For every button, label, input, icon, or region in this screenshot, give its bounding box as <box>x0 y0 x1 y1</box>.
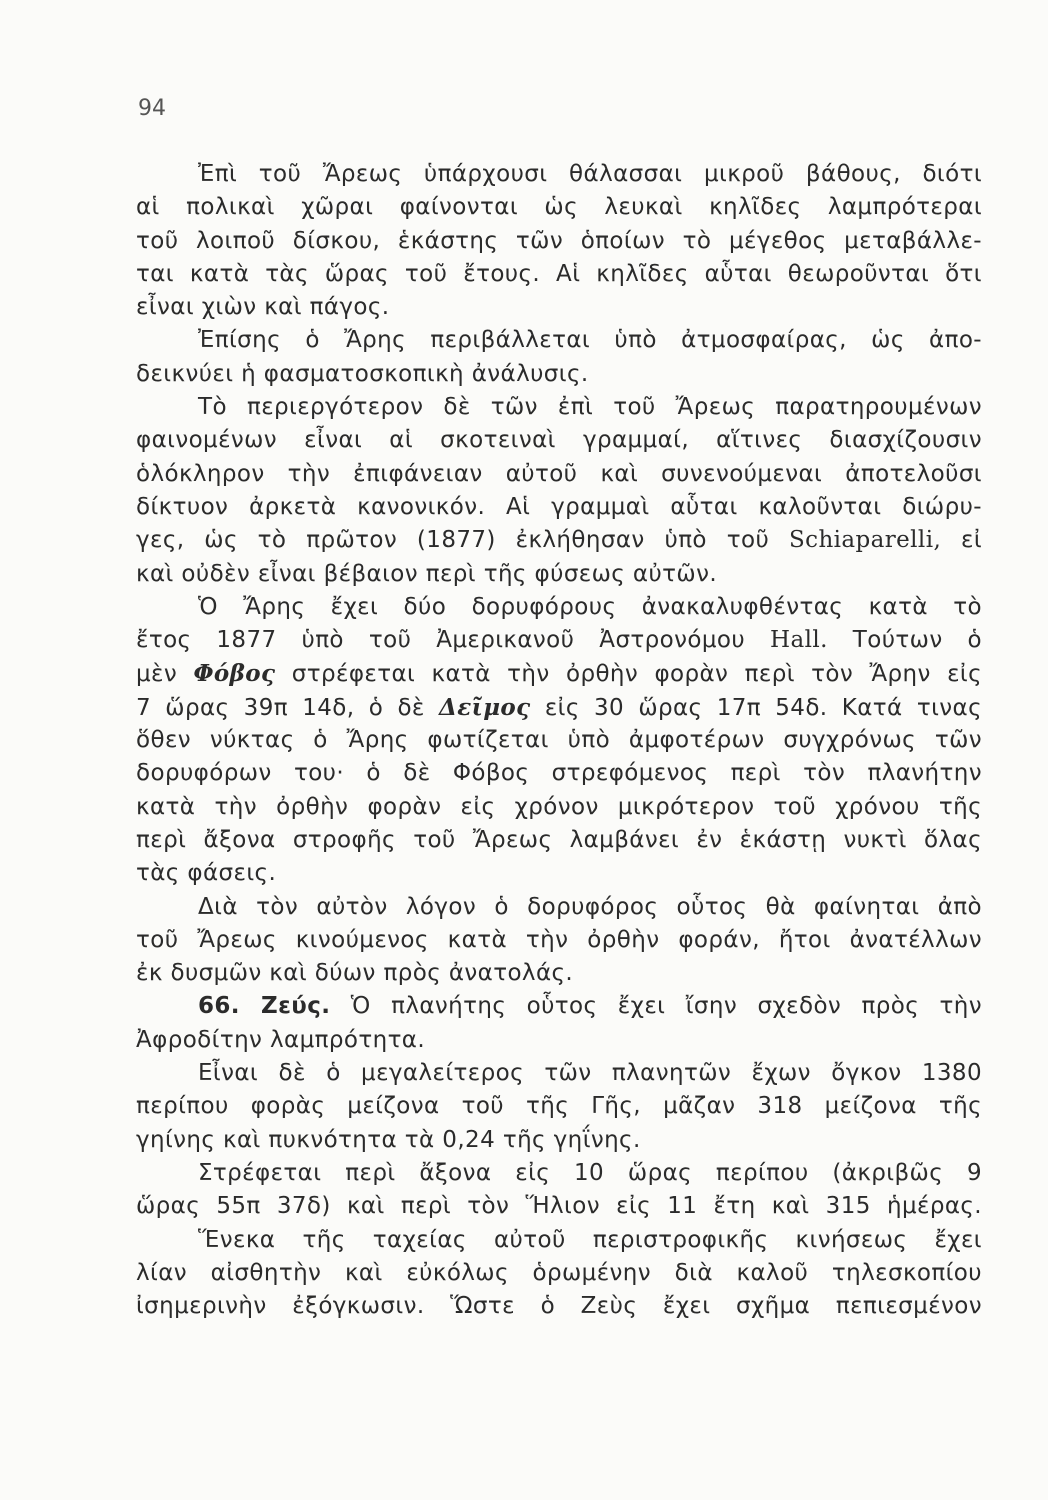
page-number: 94 <box>138 96 166 121</box>
text-line: τοῦ λοιποῦ δίσκου, ἑκάστης τῶν ὁποίων τὸ μέγεθος μεταβάλλε- <box>136 227 982 254</box>
moon-name-phobos: Φόβος <box>193 660 276 688</box>
text-line: Ὁ Ἄρης ἔχει δύο δορυφόρους ἀνακαλυφθέντας κατὰ τὸ <box>198 593 982 620</box>
moon-name-deimos: Δεῖμος <box>439 693 531 721</box>
text-line: γηίνης καὶ πυκνότητα τὰ 0,24 τῆς γηΐνης. <box>136 1126 641 1153</box>
text-line: ὅθεν νύκτας ὁ Ἄρης φωτίζεται ὑπὸ ἀμφοτέρων συγχρόνως τῶν <box>136 727 982 754</box>
text-line: Τὸ περιεργότερον δὲ τῶν ἐπὶ τοῦ Ἄρεως παρατηρουμένων <box>198 394 982 421</box>
text-line: γες, ὡς τὸ πρῶτον (1877) ἐκλήθησαν ὑπὸ τοῦ Schiaparelli, εἰ <box>136 527 982 554</box>
text-line: ἐκ δυσμῶν καὶ δύων πρὸς ἀνατολάς. <box>136 960 574 987</box>
text-line: τοῦ Ἄρεως κινούμενος κατὰ τὴν ὀρθὴν φοράν, ἤτοι ἀνατέλλων <box>136 926 982 953</box>
text-line: ὥρας 55π 37δ) καὶ περὶ τὸν Ἥλιον εἰς 11 ἔτη καὶ 315 ἡμέρας. <box>136 1193 982 1220</box>
text-line: τὰς φάσεις. <box>136 860 277 887</box>
text-line: Εἶναι δὲ ὁ μεγαλείτερος τῶν πλανητῶν ἔχων ὄγκον 1380 <box>198 1060 982 1087</box>
text-line: δίκτυον ἀρκετὰ κανονικόν. Αἱ γραμμαὶ αὗται καλοῦνται διώρυ- <box>136 493 982 520</box>
text-line: κατὰ τὴν ὀρθὴν φορὰν εἰς χρόνον μικρότερον τοῦ χρόνου τῆς <box>136 793 982 820</box>
text-line: καὶ οὐδὲν εἶναι βέβαιον περὶ τῆς φύσεως αὐτῶν. <box>136 560 718 587</box>
text-line: ται κατὰ τὰς ὥρας τοῦ ἔτους. Αἱ κηλῖδες αὗται θεωροῦνται ὅτι <box>136 260 982 287</box>
text-line: Διὰ τὸν αὐτὸν λόγον ὁ δορυφόρος οὗτος θὰ φαίνηται ἀπὸ <box>198 893 982 920</box>
text-line: εἶναι χιὼν καὶ πάγος. <box>136 294 390 321</box>
scientist-name: Hall. <box>770 627 828 654</box>
text-line: δεικνύει ἡ φασματοσκοπικὴ ἀνάλυσις. <box>136 360 589 387</box>
text-line: Ἐπὶ τοῦ Ἄρεως ὑπάρχουσι θάλασσαι μικροῦ βάθους, διότι <box>198 161 982 187</box>
text-line: φαινομένων εἶναι αἱ σκοτειναὶ γραμμαί, αἵτινες διασχίζουσιν <box>136 427 982 454</box>
text-line: ἔτος 1877 ὑπὸ τοῦ Ἀμερικανοῦ Ἀστρονόμου Hall. Τούτων ὁ <box>136 627 982 654</box>
section-heading: 66. Ζεύς. <box>198 993 331 1020</box>
text-line: αἱ πολικαὶ χῶραι φαίνονται ὡς λευκαὶ κηλῖδες λαμπρότεραι <box>136 194 982 221</box>
text-line: Ἕνεκα τῆς ταχείας αὐτοῦ περιστροφικῆς κινήσεως ἔχει <box>198 1226 982 1253</box>
body-text <box>136 158 982 1323</box>
text-line: δορυφόρων του· ὁ δὲ Φόβος στρεφόμενος περὶ τὸν πλανήτην <box>136 760 982 787</box>
text-line: Ἀφροδίτην λαμπρότητα. <box>136 1026 426 1053</box>
text-line: λίαν αἰσθητὴν καὶ εὐκόλως ὁρωμένην διὰ καλοῦ τηλεσκοπίου <box>136 1259 982 1286</box>
text-line: περίπου φορὰς μείζονα τοῦ τῆς Γῆς, μᾶζαν 318 μείζονα τῆς <box>136 1093 982 1120</box>
text-line: Ἐπίσης ὁ Ἄρης περιβάλλεται ὑπὸ ἀτμοσφαίρας, ὡς ἀπο- <box>198 327 982 354</box>
text-line: 66. Ζεύς. Ὁ πλανήτης οὗτος ἔχει ἴσην σχεδὸν πρὸς τὴν <box>198 993 982 1020</box>
text-line: ἰσημερινὴν ἐξόγκωσιν. Ὥστε ὁ Ζεὺς ἔχει σχῆμα πεπιεσμένον <box>136 1293 982 1320</box>
text-line: μὲν Φόβος στρέφεται κατὰ τὴν ὀρθὴν φορὰν περὶ τὸν Ἄρην εἰς <box>136 660 982 688</box>
text-line: περὶ ἄξονα στροφῆς τοῦ Ἄρεως λαμβάνει ἐν ἑκάστῃ νυκτὶ ὅλας <box>136 826 982 853</box>
text-line: Στρέφεται περὶ ἄξονα εἰς 10 ὥρας περίπου (ἀκριβῶς 9 <box>198 1159 982 1186</box>
scientist-name: Schiaparelli, <box>789 527 942 554</box>
text-line: ὁλόκληρον τὴν ἐπιφάνειαν αὐτοῦ καὶ συνενούμεναι ἀποτελοῦσι <box>136 460 982 487</box>
text-line: 7 ὥρας 39π 14δ, ὁ δὲ Δεῖμος εἰς 30 ὥρας 17π 54δ. Κατά τινας <box>136 693 982 721</box>
